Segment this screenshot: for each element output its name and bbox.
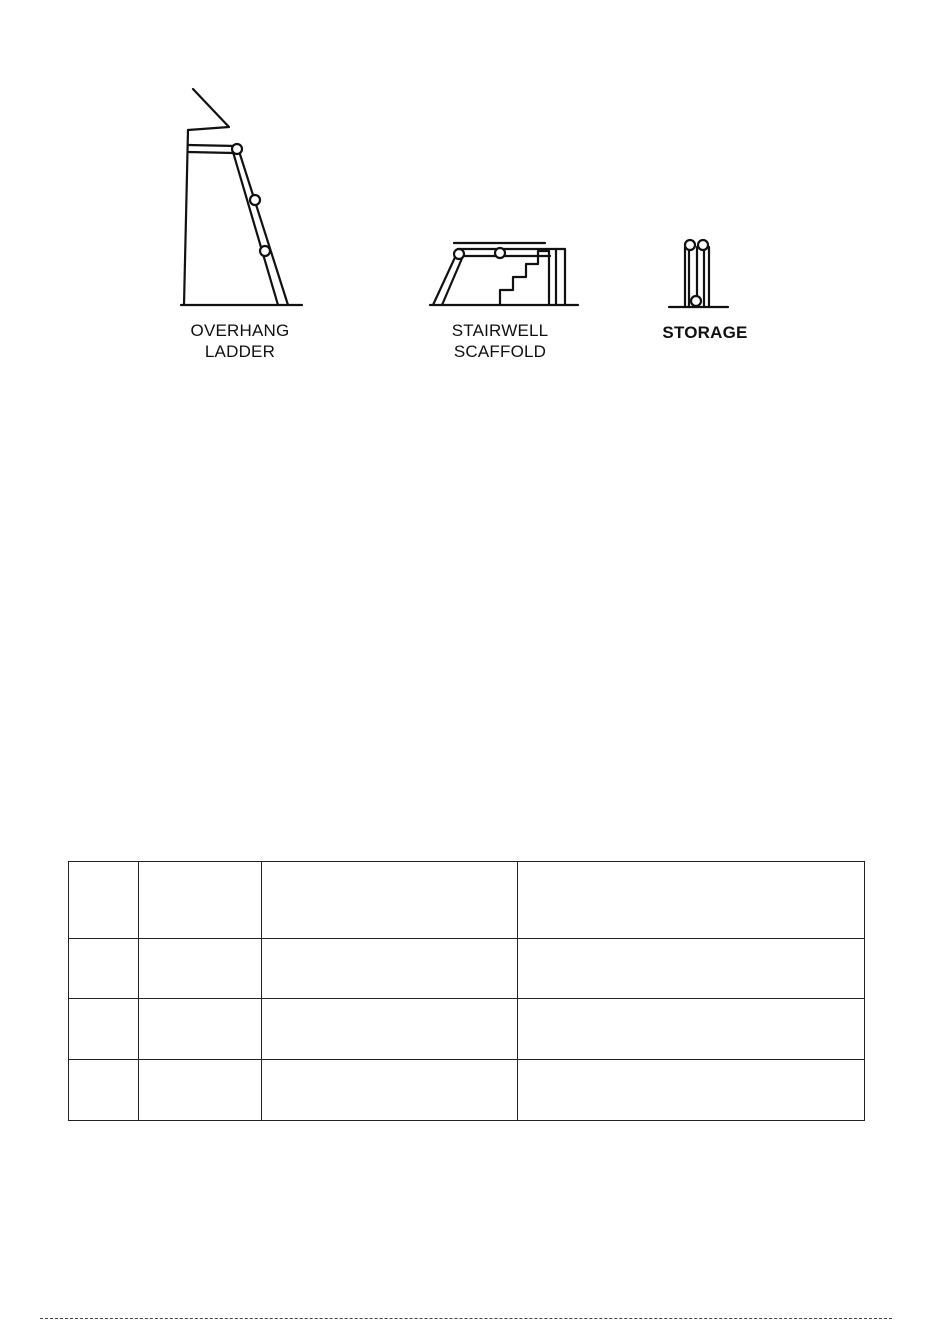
stairwell-scaffold-drawing bbox=[430, 243, 578, 305]
caption-line: OVERHANG bbox=[190, 321, 290, 340]
hinge-joint bbox=[698, 240, 708, 250]
overhang-ladder-drawing bbox=[181, 89, 302, 305]
table-cell[interactable] bbox=[69, 999, 139, 1060]
ladder-rail-inner bbox=[233, 152, 278, 305]
table-row bbox=[69, 1060, 865, 1121]
hinge-joint bbox=[250, 195, 260, 205]
table-row bbox=[69, 939, 865, 999]
table-cell[interactable] bbox=[139, 1060, 262, 1121]
stair-steps bbox=[500, 251, 549, 305]
roof-overhang bbox=[188, 89, 229, 130]
table-cell[interactable] bbox=[139, 999, 262, 1060]
wall-edge bbox=[184, 130, 188, 305]
table-row bbox=[69, 862, 865, 939]
table-cell[interactable] bbox=[139, 862, 262, 939]
table-cell[interactable] bbox=[518, 999, 865, 1060]
hinge-joint bbox=[691, 296, 701, 306]
storage-caption bbox=[640, 322, 770, 343]
ladder-positions-figure bbox=[0, 0, 932, 400]
table-cell[interactable] bbox=[262, 939, 518, 999]
caption-line: SCAFFOLD bbox=[453, 342, 547, 361]
table-cell[interactable] bbox=[262, 862, 518, 939]
top-rail-upper bbox=[188, 145, 236, 146]
table-cell[interactable] bbox=[69, 862, 139, 939]
caption-line: STORAGE bbox=[662, 323, 748, 342]
hinge-joint bbox=[454, 249, 464, 259]
table-cell[interactable] bbox=[69, 1060, 139, 1121]
table-row bbox=[69, 999, 865, 1060]
caption-line: LADDER bbox=[204, 342, 276, 361]
caption-line: STAIRWELL bbox=[451, 321, 549, 340]
hinge-joint bbox=[685, 240, 695, 250]
table-cell[interactable] bbox=[518, 939, 865, 999]
table-cell[interactable] bbox=[139, 939, 262, 999]
stairwell-scaffold-caption bbox=[410, 320, 590, 362]
table-cell[interactable] bbox=[518, 862, 865, 939]
hinge-joint bbox=[260, 246, 270, 256]
table-cell[interactable] bbox=[69, 939, 139, 999]
hinge-joint bbox=[232, 144, 242, 154]
blank-form-table bbox=[68, 861, 865, 1121]
hinge-joint bbox=[495, 248, 505, 258]
ladder-rail-outer bbox=[238, 148, 288, 305]
table-cell[interactable] bbox=[518, 1060, 865, 1121]
table-cell[interactable] bbox=[262, 1060, 518, 1121]
top-rail-lower bbox=[188, 152, 233, 153]
storage-drawing bbox=[669, 240, 728, 307]
table-cell[interactable] bbox=[262, 999, 518, 1060]
overhang-ladder-caption bbox=[150, 320, 330, 362]
footer-divider bbox=[40, 1318, 892, 1319]
